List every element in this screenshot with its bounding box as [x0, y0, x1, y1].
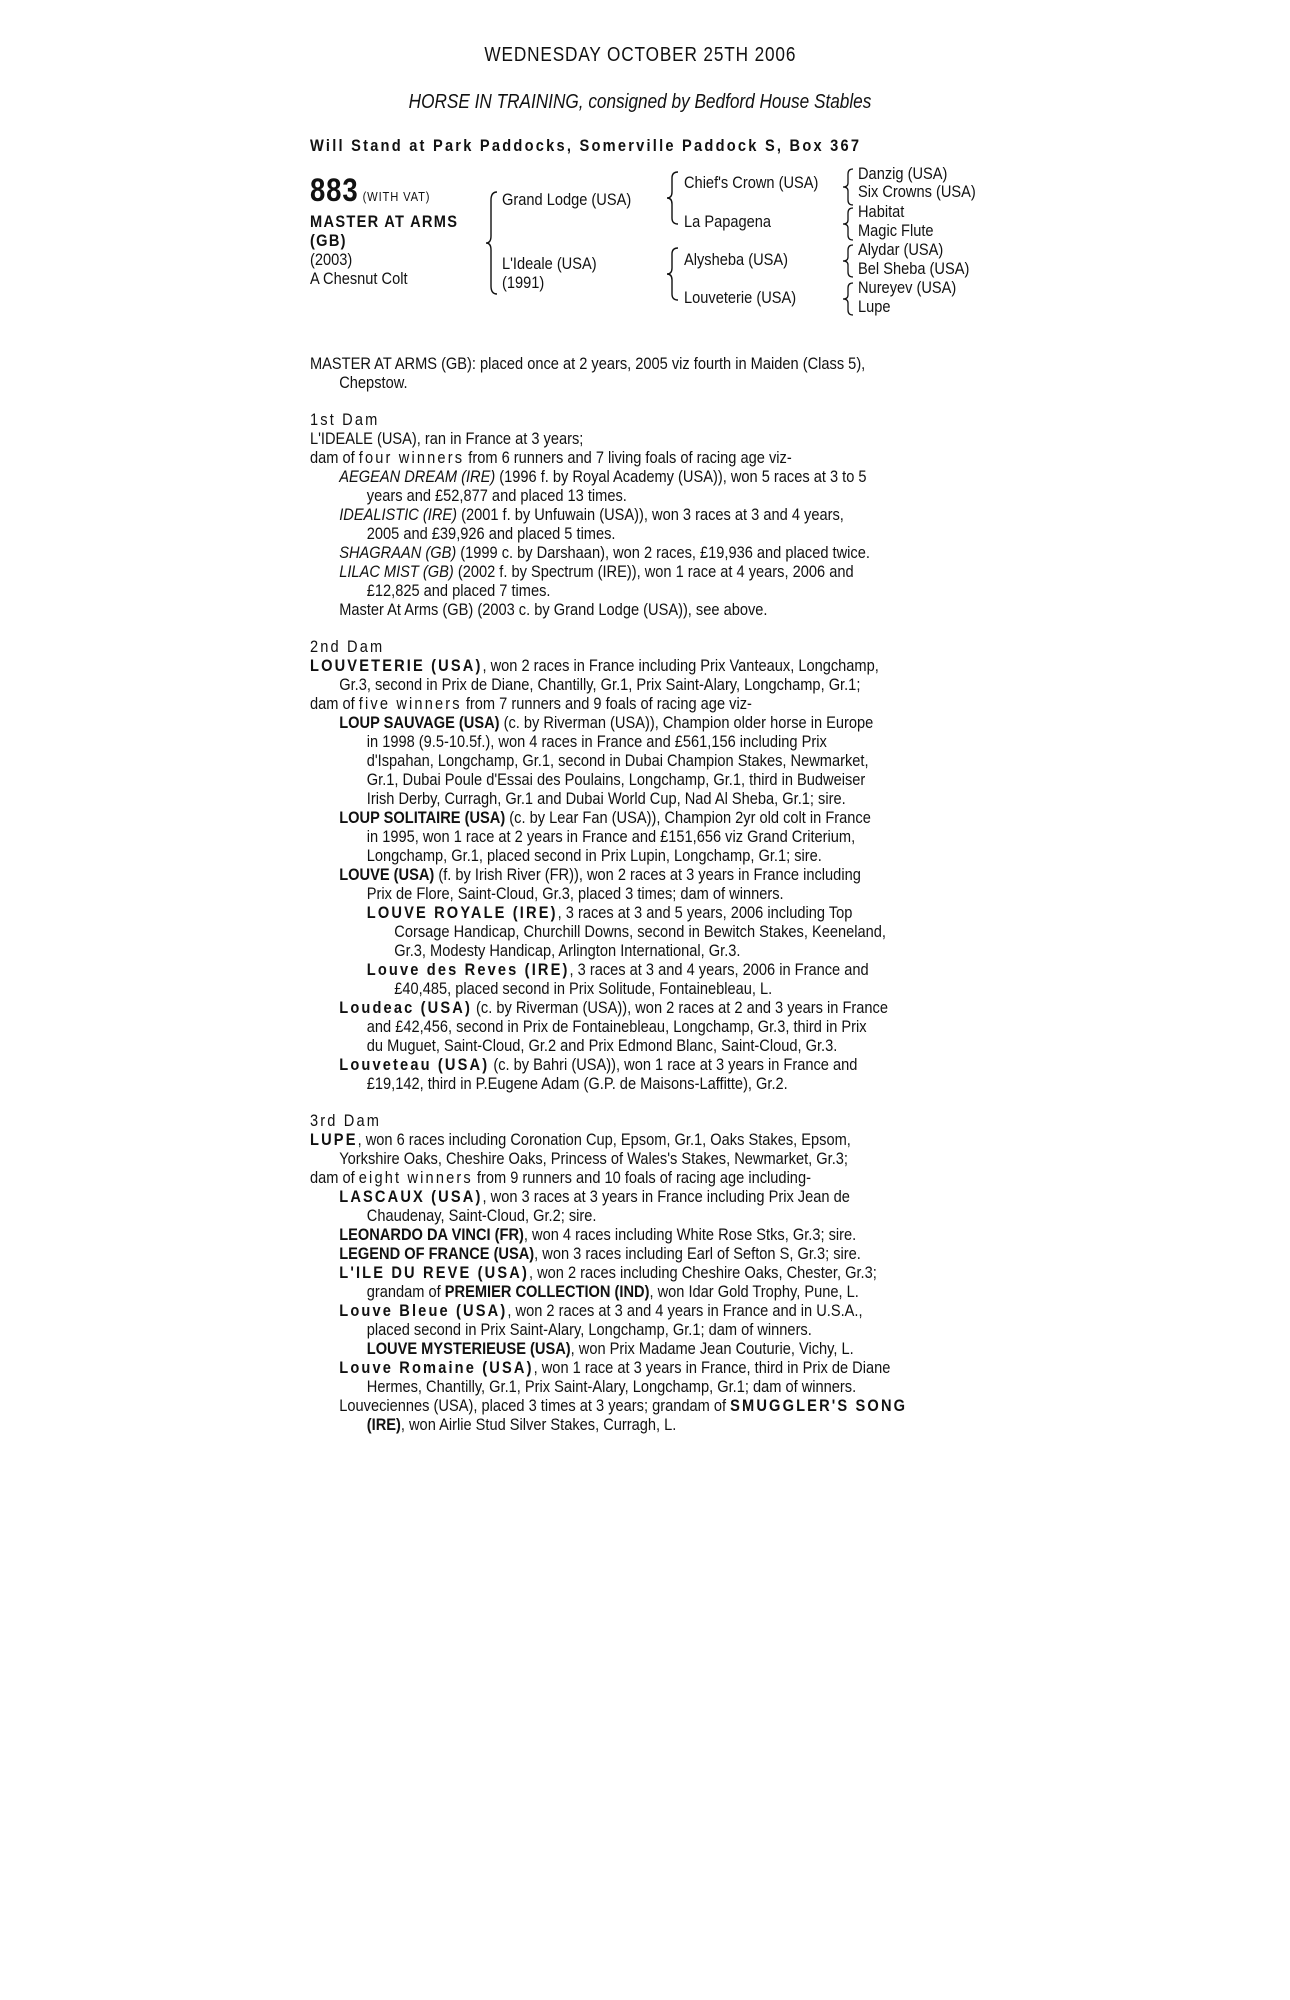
- produce-line: Louve Romaine (USA), won 1 race at 3 years in France, third in Prix de Diane: [339, 1358, 891, 1377]
- produce-line: Louveciennes (USA), placed 3 times at 3 years; grandam of SMUGGLER'S SONG: [339, 1396, 908, 1415]
- dam-line: LOUVETERIE (USA), won 2 races in France including Prix Vanteaux, Longchamp,: [310, 656, 879, 675]
- consignment-title: HORSE IN TRAINING, consigned by Bedford House Stables: [408, 91, 872, 113]
- produce-line: LEGEND OF FRANCE (USA), won 3 races including Earl of Sefton S, Gr.3; sire.: [339, 1244, 861, 1263]
- vat-note: (WITH VAT): [362, 189, 431, 204]
- produce-line: £19,142, third in P.Eugene Adam (G.P. de Maisons-Laffitte), Gr.2.: [366, 1074, 788, 1093]
- produce-line: placed second in Prix Saint-Alary, Longchamp, Gr.1; dam of winners.: [366, 1320, 812, 1339]
- stabling-location: Will Stand at Park Paddocks, Somerville Paddock S, Box 367: [310, 136, 862, 155]
- produce-line: Irish Derby, Curragh, Gr.1 and Dubai World Cup, Nad Al Sheba, Gr.1; sire.: [366, 789, 846, 808]
- produce-line: Louveteau (USA) (c. by Bahri (USA)), won 1 race at 3 years in France and: [339, 1055, 858, 1074]
- produce-line: d'Ispahan, Longchamp, Gr.1, second in Dubai Champion Stakes, Newmarket,: [366, 751, 869, 770]
- produce-line: LOUVE (USA) (f. by Irish River (FR)), won 2 races at 3 years in France including: [339, 865, 861, 884]
- pedigree-brace-1: [485, 190, 499, 296]
- sire-dam: La Papagena: [684, 212, 771, 231]
- horse-country: (GB): [310, 231, 347, 250]
- dam-line: dam of eight winners from 9 runners and 10 foals of racing age including-: [310, 1168, 811, 1187]
- horse-year: (2003): [310, 250, 353, 269]
- sire: Grand Lodge (USA): [502, 190, 632, 209]
- first-dam-heading: 1st Dam: [310, 410, 380, 429]
- produce-line: Gr.3, Modesty Handicap, Arlington International, Gr.3.: [394, 941, 741, 960]
- third-dam-section: [310, 1111, 990, 1434]
- pedigree-brace-5: [842, 206, 854, 242]
- dam-line: dam of four winners from 6 runners and 7 living foals of racing age viz-: [310, 448, 792, 467]
- produce-line: 2005 and £39,926 and placed 5 times.: [366, 524, 616, 543]
- produce-line: Loudeac (USA) (c. by Riverman (USA)), won 2 races at 2 and 3 years in France: [339, 998, 889, 1017]
- pedigree-brace-7: [842, 281, 854, 317]
- produce-line: LASCAUX (USA), won 3 races at 3 years in France including Prix Jean de: [339, 1187, 850, 1206]
- produce-line: grandam of PREMIER COLLECTION (IND), won Idar Gold Trophy, Pune, L.: [366, 1282, 859, 1301]
- lot-header: [310, 172, 430, 209]
- second-dam-heading: 2nd Dam: [310, 637, 385, 656]
- summary-line: MASTER AT ARMS (GB): placed once at 2 years, 2005 viz fourth in Maiden (Class 5),: [310, 354, 866, 373]
- produce-line: Hermes, Chantilly, Gr.1, Prix Saint-Alary, Longchamp, Gr.1; dam of winners.: [366, 1377, 857, 1396]
- produce-line: Louve des Reves (IRE), 3 races at 3 and 4 years, 2006 in France and: [366, 960, 869, 979]
- produce-line: du Muguet, Saint-Cloud, Gr.2 and Prix Edmond Blanc, Saint-Cloud, Gr.3.: [366, 1036, 838, 1055]
- produce-line: Prix de Flore, Saint-Cloud, Gr.3, placed 3 times; dam of winners.: [366, 884, 784, 903]
- produce-line: in 1998 (9.5-10.5f.), won 4 races in France and £561,156 including Prix: [366, 732, 827, 751]
- produce-line: Longchamp, Gr.1, placed second in Prix Lupin, Longchamp, Gr.1; sire.: [366, 846, 822, 865]
- produce-line: Master At Arms (GB) (2003 c. by Grand Lodge (USA)), see above.: [339, 600, 768, 619]
- dsd: Bel Sheba (USA): [858, 259, 970, 278]
- ssd: Six Crowns (USA): [858, 182, 976, 201]
- pedigree-brace-3: [666, 246, 680, 302]
- ddd: Lupe: [858, 297, 891, 316]
- produce-line: IDEALISTIC (IRE) (2001 f. by Unfuwain (USA)), won 3 races at 3 and 4 years,: [339, 505, 844, 524]
- dss: Alydar (USA): [858, 240, 944, 259]
- pedigree-brace-2: [666, 170, 680, 226]
- dam-dam: Louveterie (USA): [684, 288, 797, 307]
- produce-line: (IRE), won Airlie Stud Silver Stakes, Curragh, L.: [366, 1415, 677, 1434]
- produce-line: AEGEAN DREAM (IRE) (1996 f. by Royal Academy (USA)), won 5 races at 3 to 5: [339, 467, 867, 486]
- produce-line: LOUVE ROYALE (IRE), 3 races at 3 and 5 years, 2006 including Top: [366, 903, 853, 922]
- sss: Danzig (USA): [858, 164, 948, 183]
- sire-sire: Chief's Crown (USA): [684, 173, 819, 192]
- dds: Nureyev (USA): [858, 278, 957, 297]
- produce-line: Corsage Handicap, Churchill Downs, second in Bewitch Stakes, Keeneland,: [394, 922, 886, 941]
- produce-line: Gr.1, Dubai Poule d'Essai des Poulains, Longchamp, Gr.1, third in Budweiser: [366, 770, 866, 789]
- horse-description: A Chesnut Colt: [310, 269, 408, 288]
- catalogue-page: [310, 44, 990, 1434]
- dam-line: dam of five winners from 7 runners and 9 foals of racing age viz-: [310, 694, 752, 713]
- lot-number: 883: [310, 172, 359, 208]
- sds: Habitat: [858, 202, 905, 221]
- produce-line: LEONARDO DA VINCI (FR), won 4 races including White Rose Stks, Gr.3; sire.: [339, 1225, 857, 1244]
- first-dam-section: [310, 410, 990, 619]
- produce-line: SHAGRAAN (GB) (1999 c. by Darshaan), won 2 races, £19,936 and placed twice.: [339, 543, 870, 562]
- produce-line: LOUP SAUVAGE (USA) (c. by Riverman (USA)), Champion older horse in Europe: [339, 713, 874, 732]
- produce-line: L'ILE DU REVE (USA), won 2 races including Cheshire Oaks, Chester, Gr.3;: [339, 1263, 877, 1282]
- produce-line: £12,825 and placed 7 times.: [366, 581, 551, 600]
- summary-line: Chepstow.: [339, 373, 408, 392]
- dam-line: LUPE, won 6 races including Coronation Cup, Epsom, Gr.1, Oaks Stakes, Epsom,: [310, 1130, 851, 1149]
- pedigree-brace-4: [842, 167, 854, 207]
- produce-line: LILAC MIST (GB) (2002 f. by Spectrum (IRE)), won 1 race at 4 years, 2006 and: [339, 562, 854, 581]
- produce-line: and £42,456, second in Prix de Fontainebleau, Longchamp, Gr.3, third in Prix: [366, 1017, 867, 1036]
- sale-date: WEDNESDAY OCTOBER 25TH 2006: [484, 44, 796, 66]
- dam: L'Ideale (USA): [502, 254, 597, 273]
- pedigree-table: [310, 164, 990, 340]
- dam-line: L'IDEALE (USA), ran in France at 3 years;: [310, 429, 584, 448]
- dam-sire: Alysheba (USA): [684, 250, 789, 269]
- produce-line: Chaudenay, Saint-Cloud, Gr.2; sire.: [366, 1206, 597, 1225]
- produce-line: LOUVE MYSTERIEUSE (USA), won Prix Madame Jean Couturie, Vichy, L.: [366, 1339, 854, 1358]
- produce-line: £40,485, placed second in Prix Solitude, Fontainebleau, L.: [394, 979, 773, 998]
- produce-line: LOUP SOLITAIRE (USA) (c. by Lear Fan (USA)), Champion 2yr old colt in France: [339, 808, 871, 827]
- dam-line: Gr.3, second in Prix de Diane, Chantilly, Gr.1, Prix Saint-Alary, Longchamp, Gr.1;: [339, 675, 861, 694]
- produce-line: Louve Bleue (USA), won 2 races at 3 and 4 years in France and in U.S.A.,: [339, 1301, 863, 1320]
- dam-line: Yorkshire Oaks, Cheshire Oaks, Princess of Wales's Stakes, Newmarket, Gr.3;: [339, 1149, 848, 1168]
- pedigree-brace-6: [842, 243, 854, 279]
- third-dam-heading: 3rd Dam: [310, 1111, 382, 1130]
- produce-line: years and £52,877 and placed 13 times.: [366, 486, 627, 505]
- produce-line: in 1995, won 1 race at 2 years in France and £151,656 viz Grand Criterium,: [366, 827, 856, 846]
- second-dam-section: [310, 637, 990, 1093]
- horse-name: MASTER AT ARMS: [310, 212, 459, 231]
- sdd: Magic Flute: [858, 221, 934, 240]
- horse-summary: [310, 354, 990, 392]
- dam-year: (1991): [502, 273, 545, 292]
